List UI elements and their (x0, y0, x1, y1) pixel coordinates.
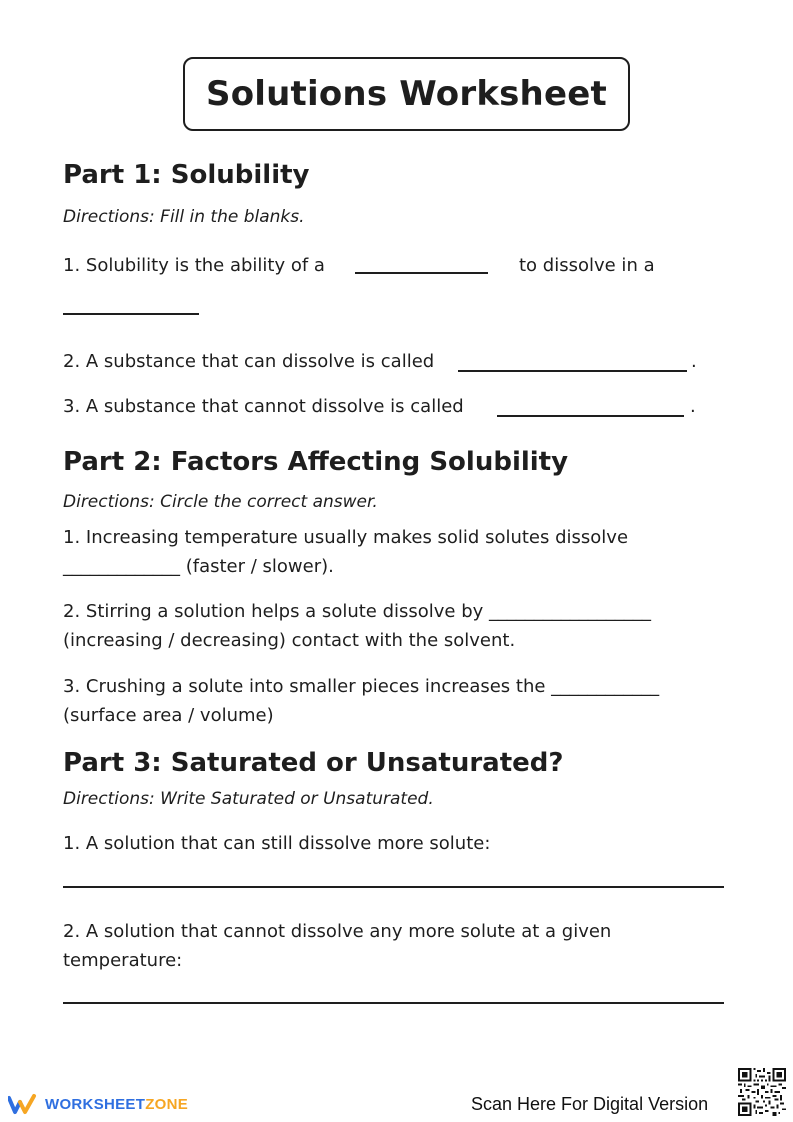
logo-word-worksheet: WORKSHEET (45, 1095, 146, 1113)
part1-q2-blank[interactable] (458, 370, 687, 372)
part1-q3-period: . (690, 396, 696, 417)
part1-q3-text: 3. A substance that cannot dissolve is called (63, 396, 464, 417)
part1-q1-blank-1[interactable] (355, 272, 488, 274)
page-title: Solutions Worksheet (206, 74, 607, 114)
part3-q1-text: 1. A solution that can still dissolve more solute: (63, 833, 491, 854)
part3-q1-answer-line[interactable] (63, 886, 724, 888)
part1-q1-text-a: 1. Solubility is the ability of a (63, 255, 325, 276)
part3-q2-answer-line[interactable] (63, 1002, 724, 1004)
part1-directions: Directions: Fill in the blanks. (63, 207, 305, 227)
logo-word-zone: ZONE (145, 1095, 189, 1113)
part1-q3-blank[interactable] (497, 415, 684, 417)
part3-directions: Directions: Write Saturated or Unsaturated. (63, 789, 434, 809)
logo-text (45, 1096, 188, 1113)
part1-heading: Part 1: Solubility (63, 160, 310, 190)
part1-q2-text: 2. A substance that can dissolve is called (63, 351, 435, 372)
logo-mark-icon (8, 1093, 40, 1115)
worksheetzone-logo[interactable] (8, 1093, 188, 1115)
part1-q2-period: . (691, 351, 697, 372)
part3-q2-text: 2. A solution that cannot dissolve any more solute at a given temperature: (63, 921, 612, 971)
part1-q1-text-b: to dissolve in a (519, 255, 655, 276)
part2-directions: Directions: Circle the correct answer. (63, 492, 378, 512)
scan-caption: Scan Here For Digital Version (471, 1094, 709, 1114)
title-box (183, 57, 630, 131)
part2-q3: 3. Crushing a solute into smaller pieces increases the ____________ (surface area / volume) (63, 676, 660, 726)
part3-heading: Part 3: Saturated or Unsaturated? (63, 748, 564, 778)
part2-q1: 1. Increasing temperature usually makes solid solutes dissolve _____________ (faster / slower). (63, 527, 629, 577)
qr-code-icon[interactable] (738, 1068, 786, 1116)
part1-q1-blank-2[interactable] (63, 313, 199, 315)
part2-heading: Part 2: Factors Affecting Solubility (63, 447, 569, 477)
part2-q2: 2. Stirring a solution helps a solute dissolve by __________________ (increasing / decreasing) contact with the solvent. (63, 601, 652, 651)
